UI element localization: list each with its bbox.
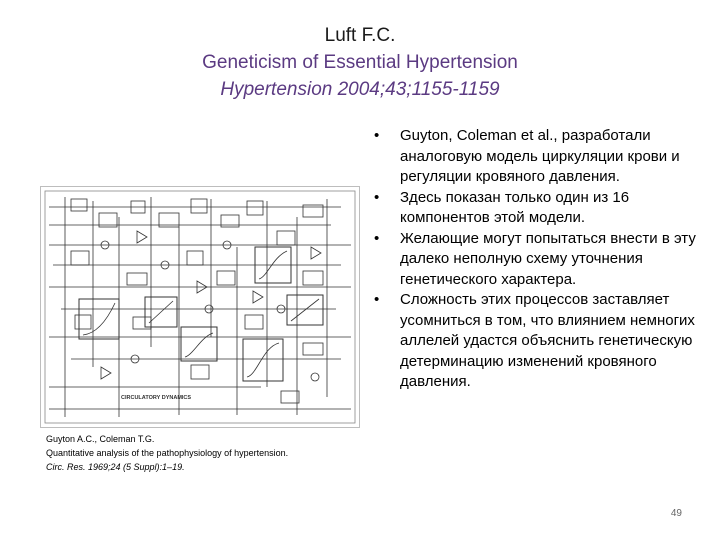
bullet-item: [364, 126, 704, 188]
title-article: Geneticism of Essential Hypertension: [202, 52, 518, 73]
bullet-icon: •: [374, 291, 380, 308]
bullet-text: Здесь показан только один из 16 компонентов этой модели.: [400, 188, 630, 226]
bullet-text: Guyton, Coleman et al., разработали аналоговую модель циркуляции крови и регуляции кровяного давления.: [400, 127, 680, 185]
citation-title: Quantitative analysis of the pathophysiology of hypertension.: [46, 448, 289, 458]
bullet-item: [364, 290, 704, 393]
title-journal: Hypertension 2004;43;1155-1159: [220, 79, 500, 100]
diagram-caption: CIRCULATORY DYNAMICS: [121, 395, 192, 401]
citation-source: Circ. Res. 1969;24 (5 Suppl):1–19.: [46, 462, 185, 472]
page-number: 49: [670, 508, 682, 519]
slide-title: [0, 22, 720, 103]
bullet-item: [364, 188, 704, 229]
bullet-item: [364, 229, 704, 291]
bullet-icon: •: [374, 188, 380, 206]
citation-authors: Guyton A.C., Coleman T.G.: [46, 434, 155, 444]
bullet-list: [364, 126, 704, 393]
bullet-icon: •: [374, 229, 380, 247]
bullet-text: Сложность этих процессов заставляет усомниться в том, что влиянием немногих аллелей удастся объяснить генетическую детерминацию изменений кровяного давления.: [400, 291, 695, 390]
citation: [46, 432, 376, 474]
title-author: Luft F.C.: [324, 25, 396, 46]
bullet-text: Желающие могут попытаться внести в эту далеко неполную схему уточнения генетического характера.: [400, 229, 696, 288]
circulatory-dynamics-diagram: [40, 186, 360, 428]
bullet-icon: •: [374, 127, 380, 144]
